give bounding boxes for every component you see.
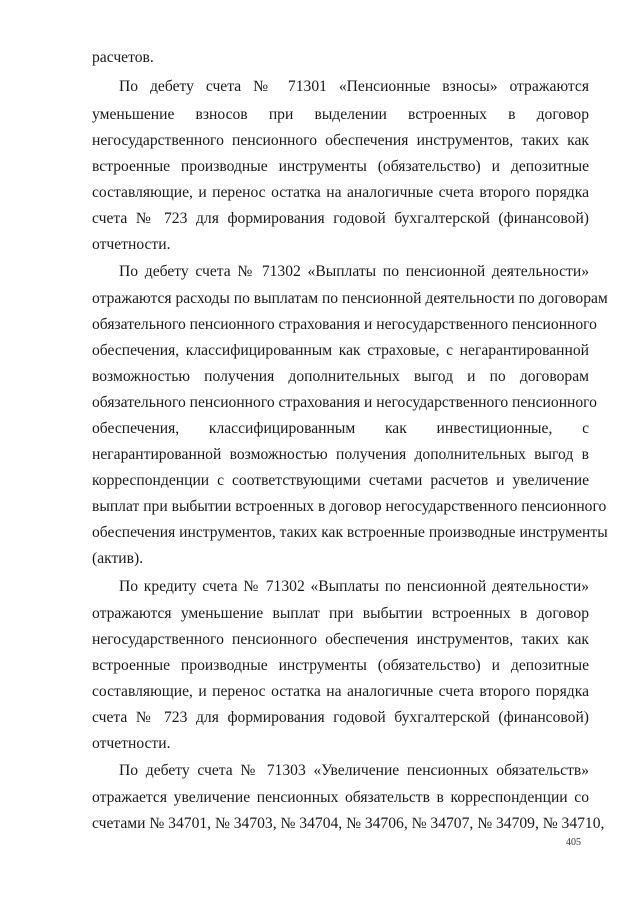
- paragraph-first-line: По кредиту счета № 71302 «Выплаты по пенсионной деятельности»: [119, 578, 589, 595]
- text-line: счетами № 34701, № 34703, № 34704, № 34706, № 34707, № 34709, № 34710,: [92, 815, 605, 832]
- paragraph-first-line: По дебету счета № 71302 «Выплаты по пенсионной деятельности»: [119, 263, 589, 280]
- paragraph-first-line: По дебету счета № 71301 «Пенсионные взносы» отражаются: [119, 78, 589, 95]
- text-line: отчетности.: [92, 735, 171, 752]
- text-line: встроенные производные инструменты (обязательство) и депозитные: [92, 158, 589, 175]
- document-page: [92, 0, 608, 905]
- text-line: обеспечения, классифицированным как инвестиционные, с: [92, 420, 589, 437]
- text-line: составляющие, и перенос остатка на аналогичные счета второго порядка: [92, 683, 589, 700]
- text-line: обеспечения инструментов, таких как встроенные производные инструменты: [92, 524, 608, 541]
- text-line: обязательного пенсионного страхования и негосударственного пенсионного: [92, 394, 597, 411]
- text-line: встроенные производные инструменты (обязательство) и депозитные: [92, 657, 589, 674]
- text-line: счета № 723 для формирования годовой бухгалтерской (финансовой): [92, 210, 589, 227]
- text-line: отражается увеличение пенсионных обязательств в корреспонденции со: [92, 789, 589, 806]
- text-line: расчетов.: [92, 49, 154, 66]
- text-line: отражаются уменьшение выплат при выбытии встроенных в договор: [92, 605, 589, 622]
- text-line: составляющие, и перенос остатка на аналогичные счета второго порядка: [92, 184, 589, 201]
- text-line: (актив).: [92, 550, 144, 567]
- text-line: отчетности.: [92, 236, 171, 253]
- text-line: возможностью получения дополнительных выгод и по договорам: [92, 368, 589, 385]
- text-line: счета № 723 для формирования годовой бухгалтерской (финансовой): [92, 709, 589, 726]
- text-line: уменьшение взносов при выделении встроенных в договор: [92, 106, 589, 123]
- paragraph-first-line: По дебету счета № 71303 «Увеличение пенсионных обязательств»: [119, 762, 589, 779]
- page-number: 405: [566, 837, 581, 848]
- text-line: обязательного пенсионного страхования и негосударственного пенсионного: [92, 316, 597, 333]
- text-line: обеспечения, классифицированным как страховые, с негарантированной: [92, 342, 589, 359]
- text-line: корреспонденции с соответствующими счетами расчетов и увеличение: [92, 472, 589, 489]
- text-line: отражаются расходы по выплатам по пенсионной деятельности по договорам: [92, 290, 608, 307]
- text-line: выплат при выбытии встроенных в договор негосударственного пенсионного: [92, 498, 607, 515]
- text-line: негарантированной возможностью получения дополнительных выгод в: [92, 446, 589, 463]
- text-line: негосударственного пенсионного обеспечения инструментов, таких как: [92, 631, 589, 648]
- text-line: негосударственного пенсионного обеспечения инструментов, таких как: [92, 132, 589, 149]
